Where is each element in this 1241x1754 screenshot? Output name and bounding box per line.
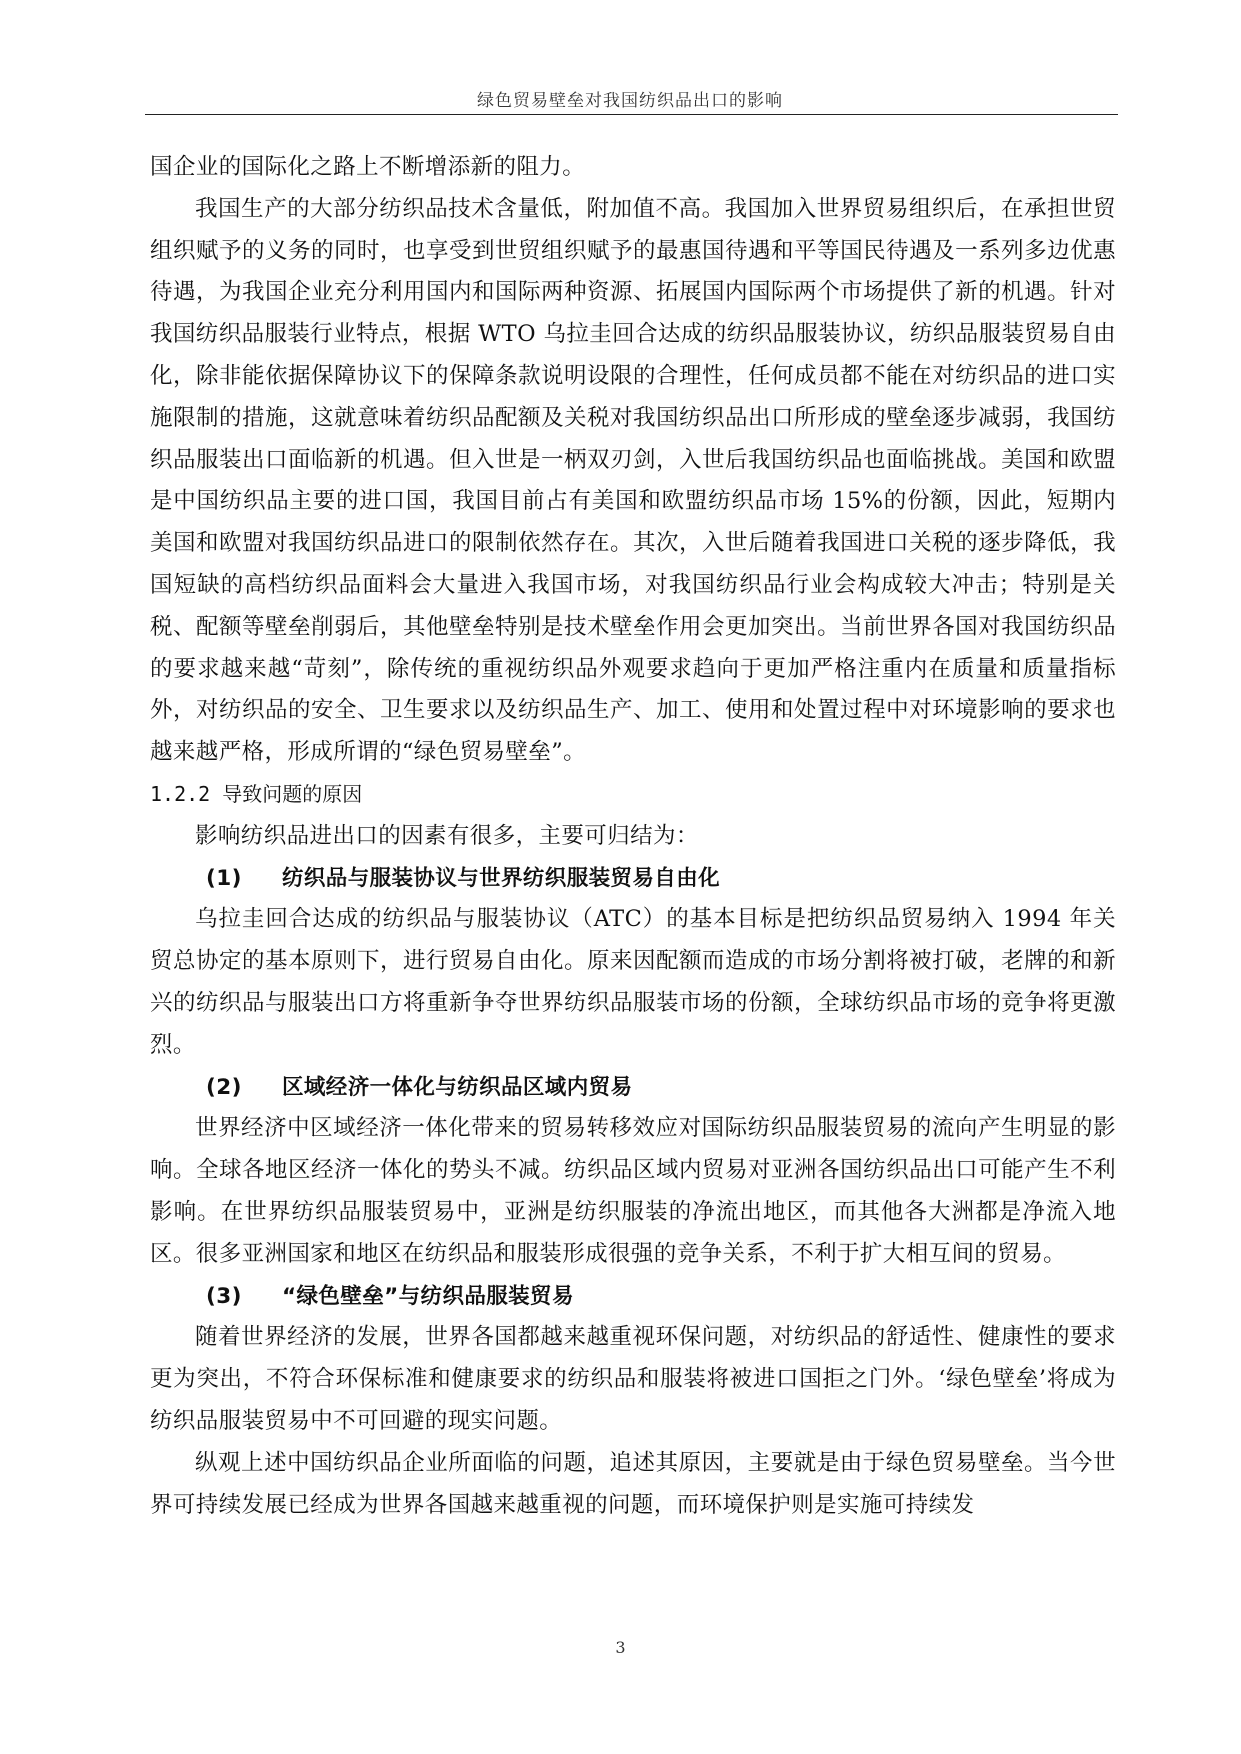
section-heading: 1.2.2 导致问题的原因 — [150, 781, 363, 806]
paragraph: 世界经济中区域经济一体化带来的贸易转移效应对国际纺织品服装贸易的流向产生明显的影响。全球各地区经济一体化的势头不减。纺织品区域内贸易对亚洲各国纺织品出口可能产生不利影响。在世界纺织品服装贸易中，亚洲是纺织服装的净流出地区，而其他各大洲都是净流入地区。很多亚洲国家和地区在纺织品和服装形成很强的竞争关系，不利于扩大相互间的贸易。 — [150, 1115, 1116, 1267]
sub-heading-number: (3) — [206, 1283, 242, 1309]
sub-heading-number: (1) — [206, 865, 242, 891]
sub-heading-2 — [150, 1067, 1116, 1109]
sub-heading-1 — [150, 858, 1116, 900]
paragraph: 纵观上述中国纺织品企业所面临的问题，追述其原因，主要就是由于绿色贸易壁垒。当今世界可持续发展已经成为世界各国越来越重视的问题，而环境保护则是实施可持续发 — [150, 1449, 1116, 1518]
sub-heading-text: 区域经济一体化与纺织品区域内贸易 — [282, 1074, 633, 1100]
sub-heading-3 — [150, 1276, 1116, 1318]
running-header: 绿色贸易壁垒对我国纺织品出口的影响 — [477, 91, 783, 111]
paragraph: 我国生产的大部分纺织品技术含量低，附加值不高。我国加入世界贸易组织后，在承担世贸组织赋予的义务的同时，也享受到世贸组织赋予的最惠国待遇和平等国民待遇及一系列多边优惠待遇，为我国企业充分利用国内和国际两种资源、拓展国内国际两个市场提供了新的机遇。针对我国纺织品服装行业特点，根据 WTO 乌拉圭回合达成的纺织品服装协议，纺织品服装贸易自由化，除非能依据保障协议下的保障条款说明设限的合理性，任何成员都不能在对纺织品的进口实施限制的措施，这就意味着纺织品配额及关税对我国纺织品出口所形成的壁垒逐步减弱，我国纺织品服装出口面临新的机遇。但入世是一柄双刃剑，入世后我国纺织品也面临挑战。美国和欧盟是中国纺织品主要的进口国，我国目前占有美国和欧盟纺织品市场 15%的份额，因此，短期内美国和欧盟对我国纺织品进口的限制依然存在。其次，入世后随着我国进口关税的逐步降低，我国短缺的高档纺织品面料会大量进入我国市场，对我国纺织品行业会构成较大冲击；特别是关税、配额等壁垒削弱后，其他壁垒特别是技术壁垒作用会更加突出。当前世界各国对我国纺织品的要求越来越“苛刻”，除传统的重视纺织品外观要求趋向于更加严格注重内在质量和质量指标外，对纺织品的安全、卫生要求以及纺织品生产、加工、使用和处置过程中对环境影响的要求也越来越严格，形成所谓的“绿色贸易壁垒”。 — [150, 195, 1116, 766]
header-rule — [145, 114, 1118, 115]
page-number: 3 — [615, 1638, 626, 1657]
paragraph: 随着世界经济的发展，世界各国都越来越重视环保问题，对纺织品的舒适性、健康性的要求更为突出，不符合环保标准和健康要求的纺织品和服装将被进口国拒之门外。‘绿色壁垒’将成为纺织品服装贸易中不可回避的现实问题。 — [150, 1324, 1116, 1434]
sub-heading-number: (2) — [206, 1074, 242, 1100]
paragraph: 影响纺织品进出口的因素有很多，主要可归结为： — [195, 822, 699, 849]
sub-heading-text: “绿色壁垒”与纺织品服装贸易 — [282, 1283, 574, 1309]
document-body — [150, 147, 1116, 1526]
paragraph-continuation: 国企业的国际化之路上不断增添新的阻力。 — [150, 154, 586, 180]
sub-heading-text: 纺织品与服装协议与世界纺织服装贸易自由化 — [282, 865, 721, 891]
paragraph: 乌拉圭回合达成的纺织品与服装协议（ATC）的基本目标是把纺织品贸易纳入 1994 年关贸总协定的基本原则下，进行贸易自由化。原来因配额而造成的市场分割将被打破，老牌的和新兴的纺织品与服装出口方将重新争夺世界纺织品服装市场的份额，全球纺织品市场的竞争将更激烈。 — [150, 906, 1116, 1058]
